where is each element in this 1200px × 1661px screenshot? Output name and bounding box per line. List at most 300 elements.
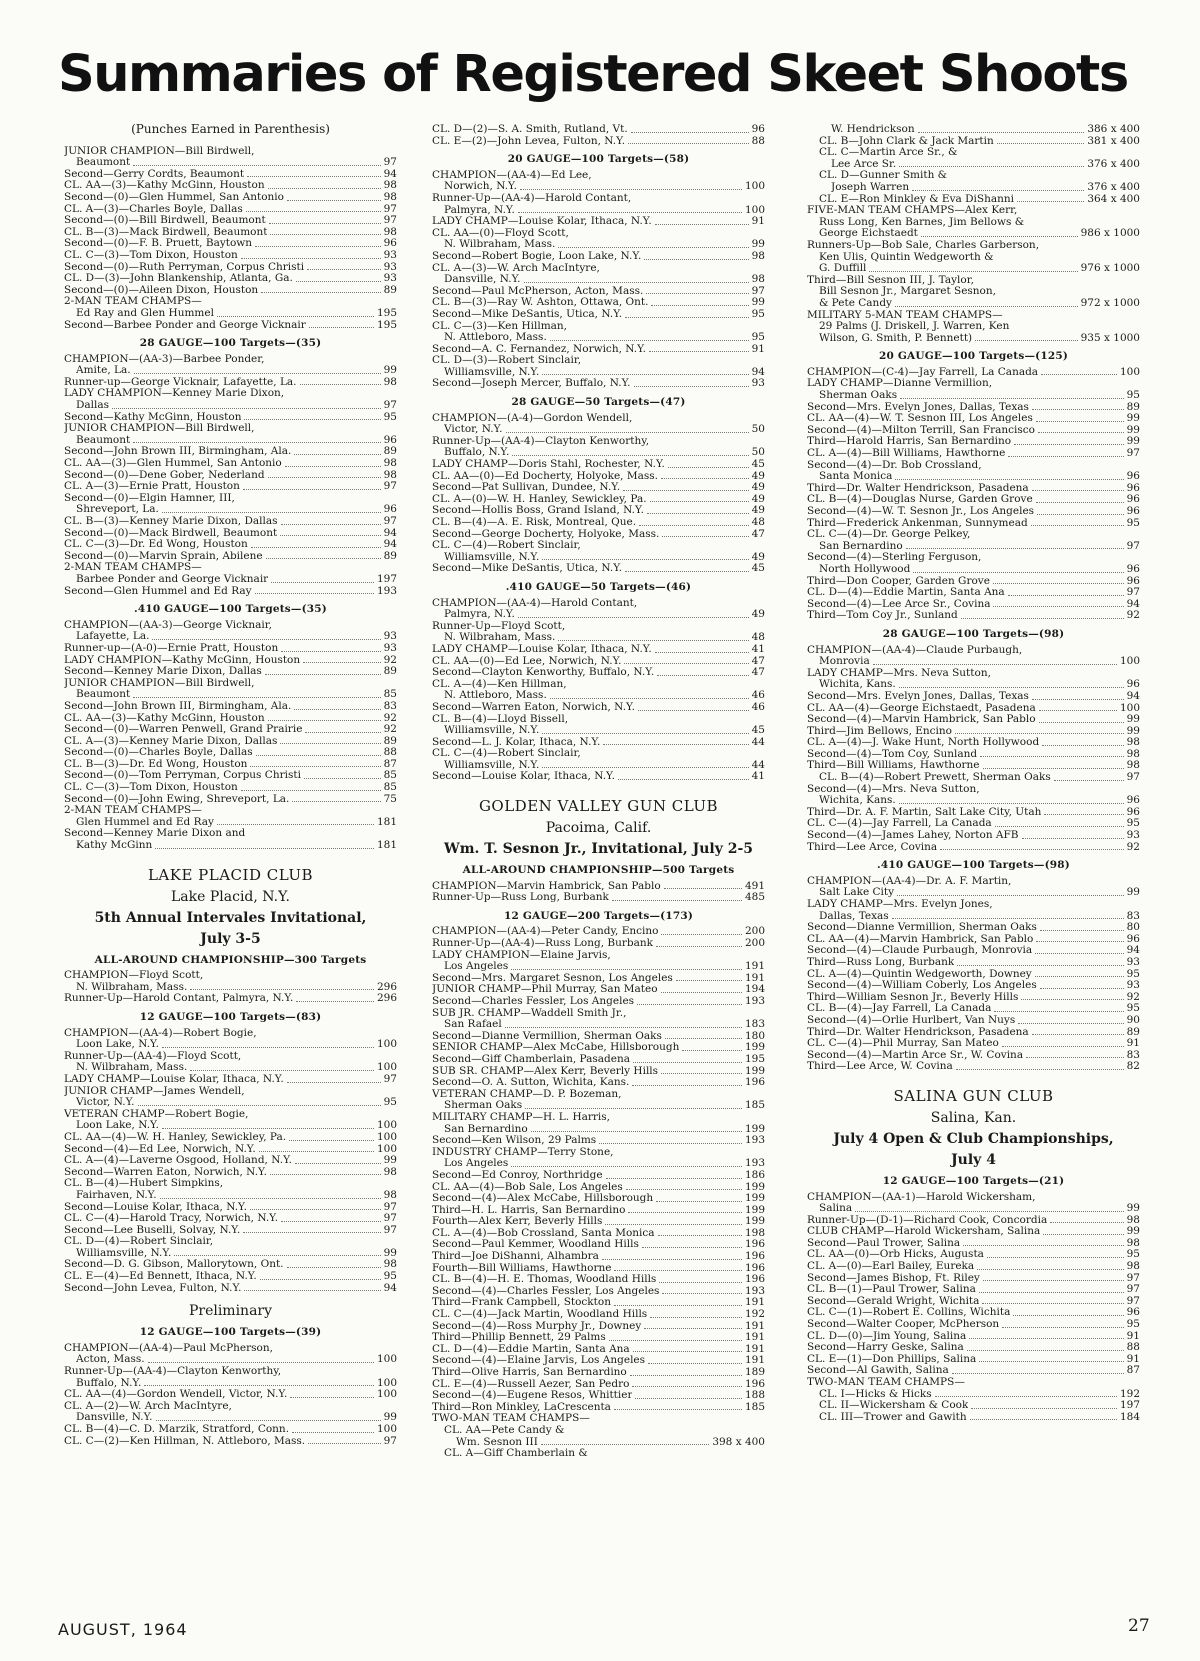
score: 364 x 400	[1087, 192, 1140, 205]
result-text: Second—Pat Sullivan, Dundee, N.Y.	[432, 482, 621, 494]
dot-leader	[969, 1338, 1123, 1339]
score: 98	[383, 179, 397, 192]
result-line: Runner-Up—(AA-4)—Clayton Kenworthy,	[64, 1366, 282, 1378]
result-row	[64, 1144, 397, 1156]
score: 95	[383, 1096, 397, 1109]
score: 99	[1126, 713, 1140, 726]
club-name: GOLDEN VALLEY GUN CLUB	[478, 797, 719, 816]
result-row	[432, 1205, 765, 1217]
result-line: CL. C—(3)—Ken Hillman,	[432, 320, 568, 332]
result-text: Monrovia	[819, 656, 870, 668]
result-row	[432, 471, 765, 483]
score: 93	[1126, 979, 1140, 992]
result-text: Williamsville, N.Y.	[76, 1247, 172, 1259]
score: 97	[383, 1223, 397, 1236]
dot-leader	[271, 582, 374, 583]
result-text: San Rafael	[444, 1019, 502, 1031]
dot-leader	[662, 1293, 742, 1294]
result-line: Runner-Up—Floyd Scott,	[432, 620, 566, 632]
result-row	[64, 747, 397, 759]
dot-leader	[152, 639, 380, 640]
score: 100	[1119, 655, 1140, 668]
dot-leader	[983, 768, 1124, 769]
result-text: Second—(4)—Marvin Hambrick, San Pablo	[807, 714, 1036, 726]
dot-leader	[897, 895, 1124, 896]
result-row	[432, 1390, 765, 1402]
dot-leader	[160, 1198, 381, 1199]
score: 180	[744, 1029, 765, 1042]
score: 50	[751, 446, 765, 459]
result-row	[432, 892, 765, 904]
result-text: Second—(4)—Charles Fessler, Los Angeles	[432, 1285, 660, 1297]
result-text: CLUB CHAMP—Harold Wickersham, Salina	[807, 1226, 1041, 1238]
dot-leader	[246, 211, 381, 212]
result-text: Buffalo, N.Y.	[444, 447, 510, 459]
dot-leader	[682, 1050, 742, 1051]
score: 99	[751, 238, 765, 251]
event-heading: .410 GAUGE—100 Targets—(35)	[134, 603, 327, 616]
score: 93	[751, 377, 765, 390]
result-text: SENIOR CHAMP—Alex McCabe, Hillsborough	[432, 1042, 680, 1054]
result-line: JUNIOR CHAMPION—Bill Birdwell,	[64, 677, 255, 689]
result-row	[432, 494, 765, 506]
result-text: Second—John Brown III, Birmingham, Ala.	[64, 700, 292, 712]
score: 100	[1119, 365, 1140, 378]
result-text: CL. B—(1)—Paul Trower, Salina	[807, 1284, 976, 1296]
club-location: Pacoima, Calif.	[545, 820, 652, 837]
dot-leader	[623, 490, 748, 491]
result-row	[64, 631, 397, 643]
dot-leader	[892, 918, 1124, 919]
dot-leader	[606, 1178, 742, 1179]
result-row	[807, 518, 1140, 530]
result-text: Second—Ed Conroy, Northridge	[432, 1169, 603, 1181]
event-title: Wm. T. Sesnon Jr., Invitational, July 2-5	[443, 841, 754, 858]
result-row	[64, 504, 397, 516]
score: 96	[751, 123, 765, 135]
dot-leader	[625, 571, 749, 572]
dot-leader	[940, 849, 1123, 850]
score: 92	[383, 653, 397, 666]
score: 100	[744, 180, 765, 193]
dot-leader	[162, 1128, 374, 1129]
result-row	[807, 333, 1140, 345]
result-text: Second—Giff Chamberlain, Pasadena	[432, 1053, 630, 1065]
score: 191	[744, 1354, 765, 1367]
result-row	[64, 1120, 397, 1132]
result-line: 2-MAN TEAM CHAMPS—	[64, 805, 202, 817]
result-row	[64, 192, 397, 204]
dot-leader	[668, 467, 749, 468]
result-text: Williamsville, N.Y.	[444, 725, 540, 737]
result-row	[64, 377, 397, 389]
score: 191	[744, 1319, 765, 1332]
result-line: CHAMPION—(AA-4)—Robert Bogie,	[64, 1027, 257, 1039]
result-row	[432, 1182, 765, 1194]
dot-leader	[511, 1166, 742, 1167]
result-row	[807, 1226, 1140, 1238]
score: 97	[383, 1434, 397, 1447]
result-row	[807, 714, 1140, 726]
result-row	[432, 136, 765, 148]
dot-leader	[997, 143, 1085, 144]
dot-leader	[1008, 456, 1123, 457]
result-row	[432, 973, 765, 985]
dot-leader	[994, 1011, 1123, 1012]
result-text: Second—Harry Geske, Salina	[807, 1342, 964, 1354]
result-row	[64, 794, 397, 806]
dot-leader	[505, 1027, 742, 1028]
result-row	[432, 1274, 765, 1286]
score: 195	[376, 306, 397, 319]
score: 97	[1126, 586, 1140, 599]
result-text: Second—(0)—Dene Gober, Nederland	[64, 469, 265, 481]
result-text: Second—Glen Hummel and Ed Ray	[64, 585, 252, 597]
score: 95	[383, 410, 397, 423]
result-text: Third—Joe DiShanni, Alhambra	[432, 1251, 599, 1263]
score: 96	[1126, 562, 1140, 575]
result-text: CL. AA—(0)—Orb Hicks, Augusta	[807, 1249, 984, 1261]
result-text: Second—(4)—Elaine Jarvis, Los Angeles	[432, 1355, 646, 1367]
dot-leader	[970, 1419, 1117, 1420]
score: 196	[744, 1261, 765, 1274]
score: 181	[376, 839, 397, 852]
result-row	[64, 574, 397, 586]
result-row	[64, 516, 397, 528]
result-row	[807, 795, 1140, 807]
dot-leader	[869, 271, 1077, 272]
dot-leader	[637, 1004, 742, 1005]
dot-leader	[531, 1131, 742, 1132]
score: 91	[1126, 1352, 1140, 1365]
dot-leader	[676, 980, 742, 981]
score: 196	[744, 1250, 765, 1263]
dot-leader	[1040, 988, 1124, 989]
result-text: Third—Bill Williams, Hawthorne	[807, 760, 980, 772]
result-text: CL. AA—(3)—Kathy McGinn, Houston	[64, 180, 265, 192]
score: 89	[383, 445, 397, 458]
score: 98	[1126, 1236, 1140, 1249]
result-row	[432, 1239, 765, 1251]
dot-leader	[977, 1269, 1123, 1270]
result-row	[807, 494, 1140, 506]
result-line: MILITARY 5-MAN TEAM CHAMPS—	[807, 309, 1003, 321]
result-text: CL. D—(3)—John Blankenship, Atlanta, Ga.	[64, 273, 293, 285]
result-row	[807, 298, 1140, 310]
result-text: Sherman Oaks	[444, 1100, 523, 1112]
dot-leader	[979, 1361, 1123, 1362]
dot-leader	[659, 1282, 742, 1283]
result-row	[807, 772, 1140, 784]
dot-leader	[956, 1069, 1124, 1070]
result-row	[432, 926, 765, 938]
score: 97	[1126, 771, 1140, 784]
dot-leader	[300, 384, 381, 385]
dot-leader	[921, 236, 1078, 237]
score: 50	[751, 423, 765, 436]
score: 85	[383, 781, 397, 794]
score: 93	[1126, 955, 1140, 968]
dot-leader	[511, 969, 742, 970]
result-text: Second—(0)—Glen Hummel, San Antonio	[64, 191, 284, 203]
result-text: Second—Kenney Marie Dixon, Dallas	[64, 666, 262, 678]
result-row	[432, 552, 765, 564]
dot-leader	[255, 593, 374, 594]
dot-leader	[305, 732, 380, 733]
score: 183	[744, 1018, 765, 1031]
score: 45	[751, 562, 765, 575]
dot-leader	[285, 466, 381, 467]
dot-leader	[935, 1396, 1117, 1397]
result-text: Second—Walter Cooper, McPherson	[807, 1319, 1000, 1331]
result-text: Second—(4)—Alex McCabe, Hillsborough	[432, 1193, 654, 1205]
page-title: Summaries of Registered Skeet Shoots	[58, 45, 1128, 104]
result-line: CHAMPION—(AA-3)—George Vicknair,	[64, 619, 272, 631]
result-text: Runner-Up—Russ Long, Burbank	[432, 892, 609, 904]
result-row	[807, 182, 1140, 194]
score: 99	[383, 364, 397, 377]
result-text: Third—Dr. Walter Hendrickson, Pasadena	[807, 482, 1029, 494]
dot-leader	[644, 1328, 742, 1329]
result-line: LADY CHAMP—Dianne Vermillion,	[807, 378, 993, 390]
result-row	[432, 482, 765, 494]
result-row	[432, 1332, 765, 1344]
result-row	[432, 1042, 765, 1054]
result-line: VETERAN CHAMP—Robert Bogie,	[64, 1108, 249, 1120]
result-text: Williamsville, N.Y.	[444, 366, 540, 378]
result-text: Third—Lee Arce, W. Covina	[807, 1061, 953, 1073]
dot-leader	[1032, 699, 1124, 700]
dot-leader	[518, 617, 749, 618]
result-row	[64, 1259, 397, 1271]
dot-leader	[899, 166, 1084, 167]
dot-leader	[967, 1350, 1124, 1351]
result-row	[807, 934, 1140, 946]
result-text: CL. C—(3)—Tom Dixon, Houston	[64, 782, 238, 794]
result-text: Second—Paul McPherson, Acton, Mass.	[432, 285, 644, 297]
dot-leader	[661, 934, 741, 935]
result-text: Second—Barbee Ponder and George Vicknair	[64, 319, 306, 331]
result-text: Second—(0)—Marvin Sprain, Abilene	[64, 550, 263, 562]
result-row	[432, 760, 765, 772]
dot-leader	[303, 662, 380, 663]
event-heading: 20 GAUGE—100 Targets—(58)	[507, 153, 690, 166]
result-text: Third—Dr. Walter Hendrickson, Pasadena	[807, 1026, 1029, 1038]
result-row	[807, 599, 1140, 611]
dot-leader	[270, 234, 380, 235]
result-text: Second—(4)—Claude Purbaugh, Monrovia	[807, 945, 1033, 957]
result-row	[432, 938, 765, 950]
result-text: Second—Mrs. Margaret Sesnon, Los Angeles	[432, 972, 673, 984]
dot-leader	[542, 767, 748, 768]
result-row	[64, 528, 397, 540]
result-text: Salina	[819, 1203, 853, 1215]
result-line: CL. D—(3)—Robert Sinclair,	[432, 355, 582, 367]
result-line: Runner-Up—(AA-4)—Floyd Scott,	[64, 1050, 242, 1062]
dot-leader	[655, 652, 749, 653]
result-row	[807, 1412, 1140, 1424]
result-text: Second—Warren Eaton, Norwich, N.Y.	[64, 1166, 267, 1178]
dot-leader	[190, 1070, 374, 1071]
dot-leader	[1026, 1057, 1124, 1058]
result-row	[432, 690, 765, 702]
result-row	[432, 1309, 765, 1321]
dot-leader	[294, 709, 380, 710]
result-row	[64, 320, 397, 332]
result-line: LADY CHAMPION—Kenney Marie Dixon,	[64, 388, 285, 400]
result-row	[432, 297, 765, 309]
result-row	[432, 1193, 765, 1205]
score: 49	[751, 550, 765, 563]
dot-leader	[873, 664, 1117, 665]
result-line: CL. AA—Pete Candy &	[444, 1424, 565, 1436]
result-text: Second—(4)—William Coberly, Los Angeles	[807, 980, 1037, 992]
score: 381 x 400	[1087, 134, 1140, 147]
dot-leader	[913, 572, 1123, 573]
result-row	[807, 1273, 1140, 1285]
score: 99	[1126, 1202, 1140, 1215]
result-text: CL. E—(2)—John Levea, Fulton, N.Y.	[432, 135, 626, 147]
dot-leader	[295, 1163, 381, 1164]
result-line: FIVE-MAN TEAM CHAMPS—Alex Kerr,	[807, 205, 1018, 217]
result-line: CHAMPION—(AA-4)—Harold Contant,	[432, 597, 638, 609]
score: 95	[1126, 817, 1140, 830]
dot-leader	[162, 512, 381, 513]
event-heading: 12 GAUGE—200 Targets—(173)	[503, 909, 694, 922]
result-line: Second—(0)—Elgin Hamner, III,	[64, 492, 235, 504]
dot-leader	[1036, 941, 1123, 942]
result-text: CL. AA—(4)—W. T. Sesnon III, Los Angeles	[807, 413, 1033, 425]
page-number: 27	[1128, 1616, 1150, 1636]
score: 97	[1126, 1294, 1140, 1307]
result-row	[807, 1015, 1140, 1027]
result-line: TWO-MAN TEAM CHAMPS—	[807, 1377, 965, 1388]
result-line: LADY CHAMPION—Elaine Jarvis,	[432, 949, 611, 961]
result-text: Third—H. L. Harris, San Bernardino	[432, 1204, 626, 1216]
dot-leader	[217, 316, 374, 317]
result-text: CL. C—(3)—Dr. Ed Wong, Houston	[64, 539, 248, 551]
result-text: CL. I—Hicks & Hicks	[819, 1388, 932, 1400]
result-row	[807, 413, 1140, 425]
result-text: Second—O. A. Sutton, Wichita, Kans.	[432, 1077, 630, 1089]
dot-leader	[217, 824, 374, 825]
result-text: Beaumont	[76, 157, 131, 169]
result-row	[64, 412, 397, 424]
result-row	[432, 1124, 765, 1136]
result-line: VETERAN CHAMP—D. P. Bozeman,	[432, 1088, 622, 1100]
dot-leader	[961, 618, 1124, 619]
dot-leader	[287, 200, 381, 201]
result-row	[64, 435, 397, 447]
result-text: CL. C—(2)—Ken Hillman, N. Attleboro, Mass.	[64, 1435, 306, 1447]
club-location: Salina, Kan.	[930, 1109, 1017, 1126]
result-row	[64, 285, 397, 297]
score: 48	[751, 631, 765, 644]
result-row	[432, 1135, 765, 1147]
score: 94	[383, 1281, 397, 1294]
result-text: Second—(4)—W. T. Sesnon Jr., Los Angeles	[807, 506, 1035, 517]
result-row	[64, 180, 397, 192]
score: 94	[383, 526, 397, 539]
dot-leader	[628, 1212, 742, 1213]
dot-leader	[657, 675, 748, 676]
dot-leader	[980, 756, 1123, 757]
result-text: Lafayette, La.	[76, 631, 150, 643]
event-heading: 12 GAUGE—100 Targets—(21)	[882, 1174, 1065, 1187]
score: 46	[751, 700, 765, 713]
score: 184	[1119, 1410, 1140, 1423]
result-text: CL. AA—(4)—George Eichstaedt, Pasadena	[807, 702, 1036, 714]
dot-leader	[1021, 999, 1123, 1000]
score: 192	[744, 1308, 765, 1321]
dot-leader	[134, 373, 381, 374]
dot-leader	[665, 1038, 742, 1039]
dot-leader	[633, 1062, 742, 1063]
result-line: Second—(4)—Sterling Ferguson,	[807, 552, 982, 564]
dot-leader	[266, 558, 381, 559]
result-row	[64, 586, 397, 598]
result-text: Sherman Oaks	[819, 390, 898, 402]
score: 94	[383, 538, 397, 551]
result-line: CHAMPION—(AA-4)—Ed Lee,	[432, 169, 592, 181]
result-row	[807, 760, 1140, 772]
score: 93	[383, 272, 397, 285]
score: 199	[744, 1041, 765, 1054]
score: 199	[744, 1122, 765, 1135]
result-row	[64, 713, 397, 725]
result-text: CL. C—(4)—Jay Farrell, La Canada	[807, 818, 992, 830]
result-text: Third—Frederick Ankenman, Sunnymead	[807, 517, 1028, 529]
score: 90	[1126, 1013, 1140, 1026]
dot-leader	[144, 1385, 374, 1386]
result-text: Second—(4)—Ed Lee, Norwich, N.Y.	[64, 1143, 256, 1155]
result-row	[432, 216, 765, 228]
result-text: CHAMPION—(C-4)—Jay Farrell, La Canada	[807, 366, 1039, 378]
result-row	[807, 1261, 1140, 1273]
result-row	[807, 610, 1140, 622]
result-text: LADY CHAMP—Louise Kolar, Ithaca, N.Y.	[432, 643, 652, 655]
result-row	[64, 238, 397, 250]
result-text: CL. AA—(0)—Ed Docherty, Holyoke, Mass.	[432, 470, 658, 482]
score: 376 x 400	[1087, 157, 1140, 170]
result-line: CHAMPION—(AA-3)—Barbee Ponder,	[64, 353, 265, 365]
result-text: CL. B—(3)—Ray W. Ashton, Ottawa, Ont.	[432, 297, 649, 309]
score: 97	[1126, 447, 1140, 460]
result-text: CL. AA—(4)—Gordon Wendell, Victor, N.Y.	[64, 1389, 288, 1401]
dot-leader	[281, 524, 381, 525]
result-text: CL. AA—(3)—Kathy McGinn, Houston	[64, 712, 265, 724]
result-text: Amite, La.	[76, 365, 131, 377]
dot-leader	[649, 351, 749, 352]
score: 80	[1126, 921, 1140, 934]
result-line: CL. C—(4)—Dr. George Pelkey,	[807, 529, 971, 541]
club-name: LAKE PLACID CLUB	[147, 865, 314, 884]
result-line: CHAMPION—Floyd Scott,	[64, 970, 204, 982]
score: 89	[383, 549, 397, 562]
score: 100	[744, 203, 765, 216]
event-title: July 4 Open & Club Championships,	[833, 1130, 1114, 1147]
result-row	[64, 227, 397, 239]
score: 181	[376, 815, 397, 828]
result-line: Runners-Up—Bob Sale, Charles Garberson,	[807, 239, 1040, 251]
result-line: CL. B—(4)—Lloyd Bissell,	[432, 713, 569, 725]
score: 95	[1126, 389, 1140, 402]
result-row	[432, 1100, 765, 1112]
result-text: Los Angeles	[444, 961, 509, 973]
result-row	[432, 367, 765, 379]
score: 97	[383, 202, 397, 215]
dot-leader	[632, 1085, 742, 1086]
